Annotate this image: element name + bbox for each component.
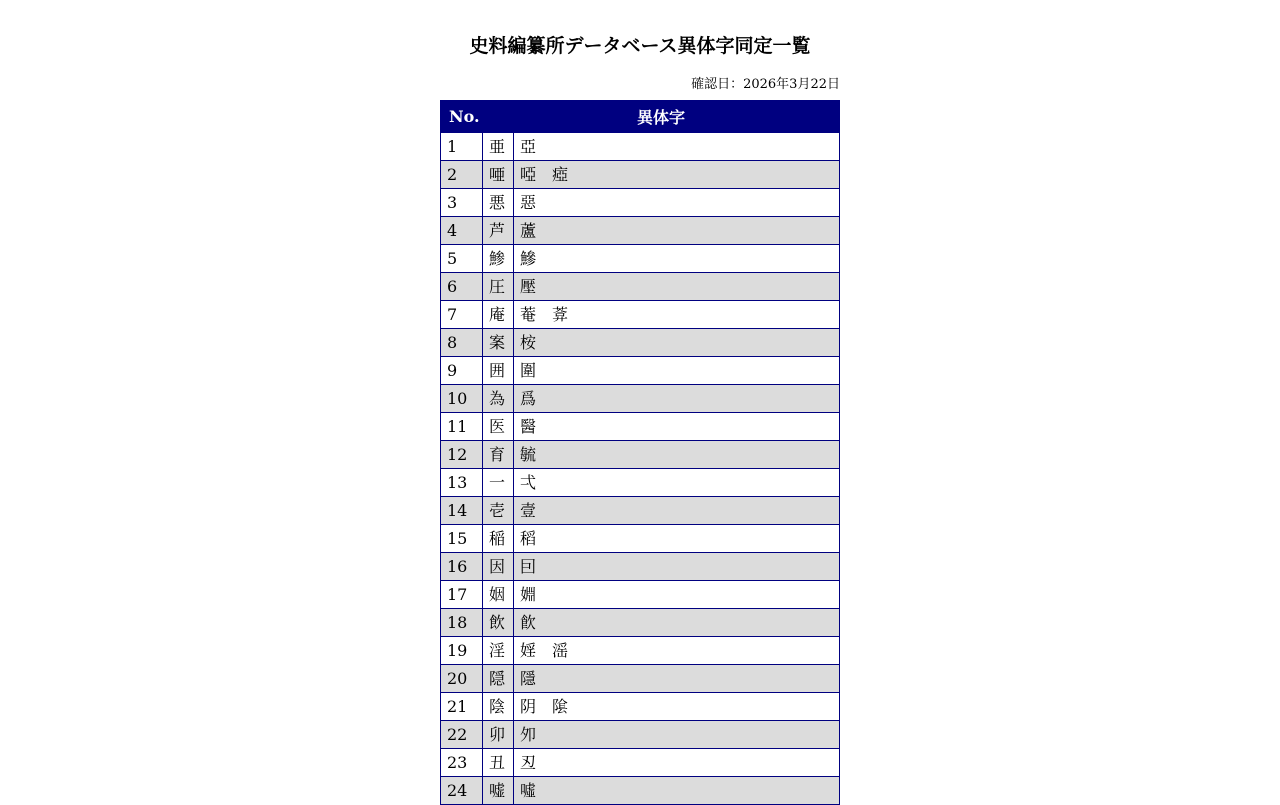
row-number: 15	[441, 525, 483, 553]
row-number: 4	[441, 217, 483, 245]
row-number: 10	[441, 385, 483, 413]
variant-characters	[514, 777, 840, 805]
table-row	[441, 441, 840, 469]
variant-characters	[514, 693, 840, 721]
variant-characters	[514, 609, 840, 637]
table-body	[441, 133, 840, 805]
table-row	[441, 413, 840, 441]
variant-characters	[514, 133, 840, 161]
table-row	[441, 217, 840, 245]
variant-character: 桉	[520, 333, 537, 352]
variant-character: 隱	[520, 669, 537, 688]
table-row	[441, 553, 840, 581]
table-row	[441, 133, 840, 161]
standard-character: 為	[483, 385, 514, 413]
standard-character: 因	[483, 553, 514, 581]
table-row	[441, 189, 840, 217]
table-row	[441, 497, 840, 525]
table-row	[441, 301, 840, 329]
row-number: 17	[441, 581, 483, 609]
row-number: 12	[441, 441, 483, 469]
variant-character: 毓	[520, 445, 537, 464]
table-row	[441, 665, 840, 693]
variant-characters	[514, 357, 840, 385]
variant-character: 婬	[520, 641, 537, 660]
variant-character: 爲	[520, 389, 537, 408]
variant-characters	[514, 413, 840, 441]
row-number: 5	[441, 245, 483, 273]
standard-character: 淫	[483, 637, 514, 665]
variant-characters	[514, 497, 840, 525]
standard-character: 陰	[483, 693, 514, 721]
standard-character: 亜	[483, 133, 514, 161]
row-number: 19	[441, 637, 483, 665]
variant-characters	[514, 637, 840, 665]
standard-character: 卯	[483, 721, 514, 749]
variant-characters	[514, 749, 840, 777]
standard-character: 唖	[483, 161, 514, 189]
variant-characters	[514, 441, 840, 469]
variant-characters	[514, 553, 840, 581]
table-row	[441, 357, 840, 385]
header-no: No.	[441, 101, 483, 133]
row-number: 23	[441, 749, 483, 777]
variant-character: 鰺	[520, 249, 537, 268]
variant-character: 稻	[520, 529, 537, 548]
table-row	[441, 273, 840, 301]
row-number: 9	[441, 357, 483, 385]
table-row	[441, 469, 840, 497]
header-variants: 異体字	[483, 101, 840, 133]
variant-character: 滛	[552, 641, 569, 660]
standard-character: 飲	[483, 609, 514, 637]
row-number: 13	[441, 469, 483, 497]
variant-character: 菴	[520, 305, 537, 324]
standard-character: 一	[483, 469, 514, 497]
variant-character: 瘂	[552, 165, 569, 184]
page-container	[440, 0, 840, 805]
variant-character: 丒	[520, 753, 537, 772]
table-row	[441, 637, 840, 665]
standard-character: 鯵	[483, 245, 514, 273]
variant-character: 圍	[520, 361, 537, 380]
row-number: 18	[441, 609, 483, 637]
row-number: 21	[441, 693, 483, 721]
variant-character: 婣	[520, 585, 537, 604]
standard-character: 稲	[483, 525, 514, 553]
standard-character: 壱	[483, 497, 514, 525]
table-row	[441, 693, 840, 721]
standard-character: 丑	[483, 749, 514, 777]
row-number: 3	[441, 189, 483, 217]
variant-character: 醫	[520, 417, 537, 436]
row-number: 7	[441, 301, 483, 329]
variant-character: 夘	[520, 725, 537, 744]
row-number: 8	[441, 329, 483, 357]
table-row	[441, 329, 840, 357]
standard-character: 医	[483, 413, 514, 441]
variant-characters	[514, 329, 840, 357]
variant-character: 阴	[520, 697, 537, 716]
standard-character: 芦	[483, 217, 514, 245]
page-title: 史料編纂所データベース異体字同定一覧	[469, 35, 811, 57]
table-row	[441, 161, 840, 189]
variant-characters	[514, 525, 840, 553]
standard-character: 庵	[483, 301, 514, 329]
standard-character: 隠	[483, 665, 514, 693]
variant-characters	[514, 161, 840, 189]
row-number: 6	[441, 273, 483, 301]
row-number: 1	[441, 133, 483, 161]
confirmation-date: 確認日：2026年3月22日	[691, 77, 840, 92]
standard-character: 悪	[483, 189, 514, 217]
variant-character: 蘆	[520, 221, 537, 240]
variant-characters	[514, 385, 840, 413]
row-number: 16	[441, 553, 483, 581]
table-row	[441, 609, 840, 637]
variant-characters	[514, 721, 840, 749]
standard-character: 嘘	[483, 777, 514, 805]
variant-character-table	[440, 100, 840, 805]
table-header-row	[441, 101, 840, 133]
variant-character: 葊	[552, 305, 569, 324]
variant-character: 弌	[520, 473, 537, 492]
variant-characters	[514, 301, 840, 329]
row-number: 22	[441, 721, 483, 749]
row-number: 14	[441, 497, 483, 525]
variant-characters	[514, 273, 840, 301]
variant-characters	[514, 189, 840, 217]
variant-character: 隂	[552, 697, 569, 716]
row-number: 20	[441, 665, 483, 693]
variant-character: 飮	[520, 613, 537, 632]
table-row	[441, 749, 840, 777]
variant-character: 噓	[520, 781, 537, 800]
variant-character: 啞	[520, 165, 537, 184]
variant-characters	[514, 665, 840, 693]
table-row	[441, 581, 840, 609]
table-row	[441, 777, 840, 805]
row-number: 24	[441, 777, 483, 805]
variant-character: 囙	[520, 557, 537, 576]
standard-character: 姻	[483, 581, 514, 609]
standard-character: 案	[483, 329, 514, 357]
standard-character: 育	[483, 441, 514, 469]
variant-character: 亞	[520, 137, 537, 156]
variant-characters	[514, 469, 840, 497]
table-row	[441, 721, 840, 749]
variant-characters	[514, 217, 840, 245]
standard-character: 圧	[483, 273, 514, 301]
standard-character: 囲	[483, 357, 514, 385]
variant-character: 壓	[520, 277, 537, 296]
row-number: 11	[441, 413, 483, 441]
variant-characters	[514, 581, 840, 609]
variant-character: 惡	[520, 193, 537, 212]
table-row	[441, 385, 840, 413]
table-row	[441, 525, 840, 553]
table-row	[441, 245, 840, 273]
variant-characters	[514, 245, 840, 273]
row-number: 2	[441, 161, 483, 189]
variant-character: 壹	[520, 501, 537, 520]
